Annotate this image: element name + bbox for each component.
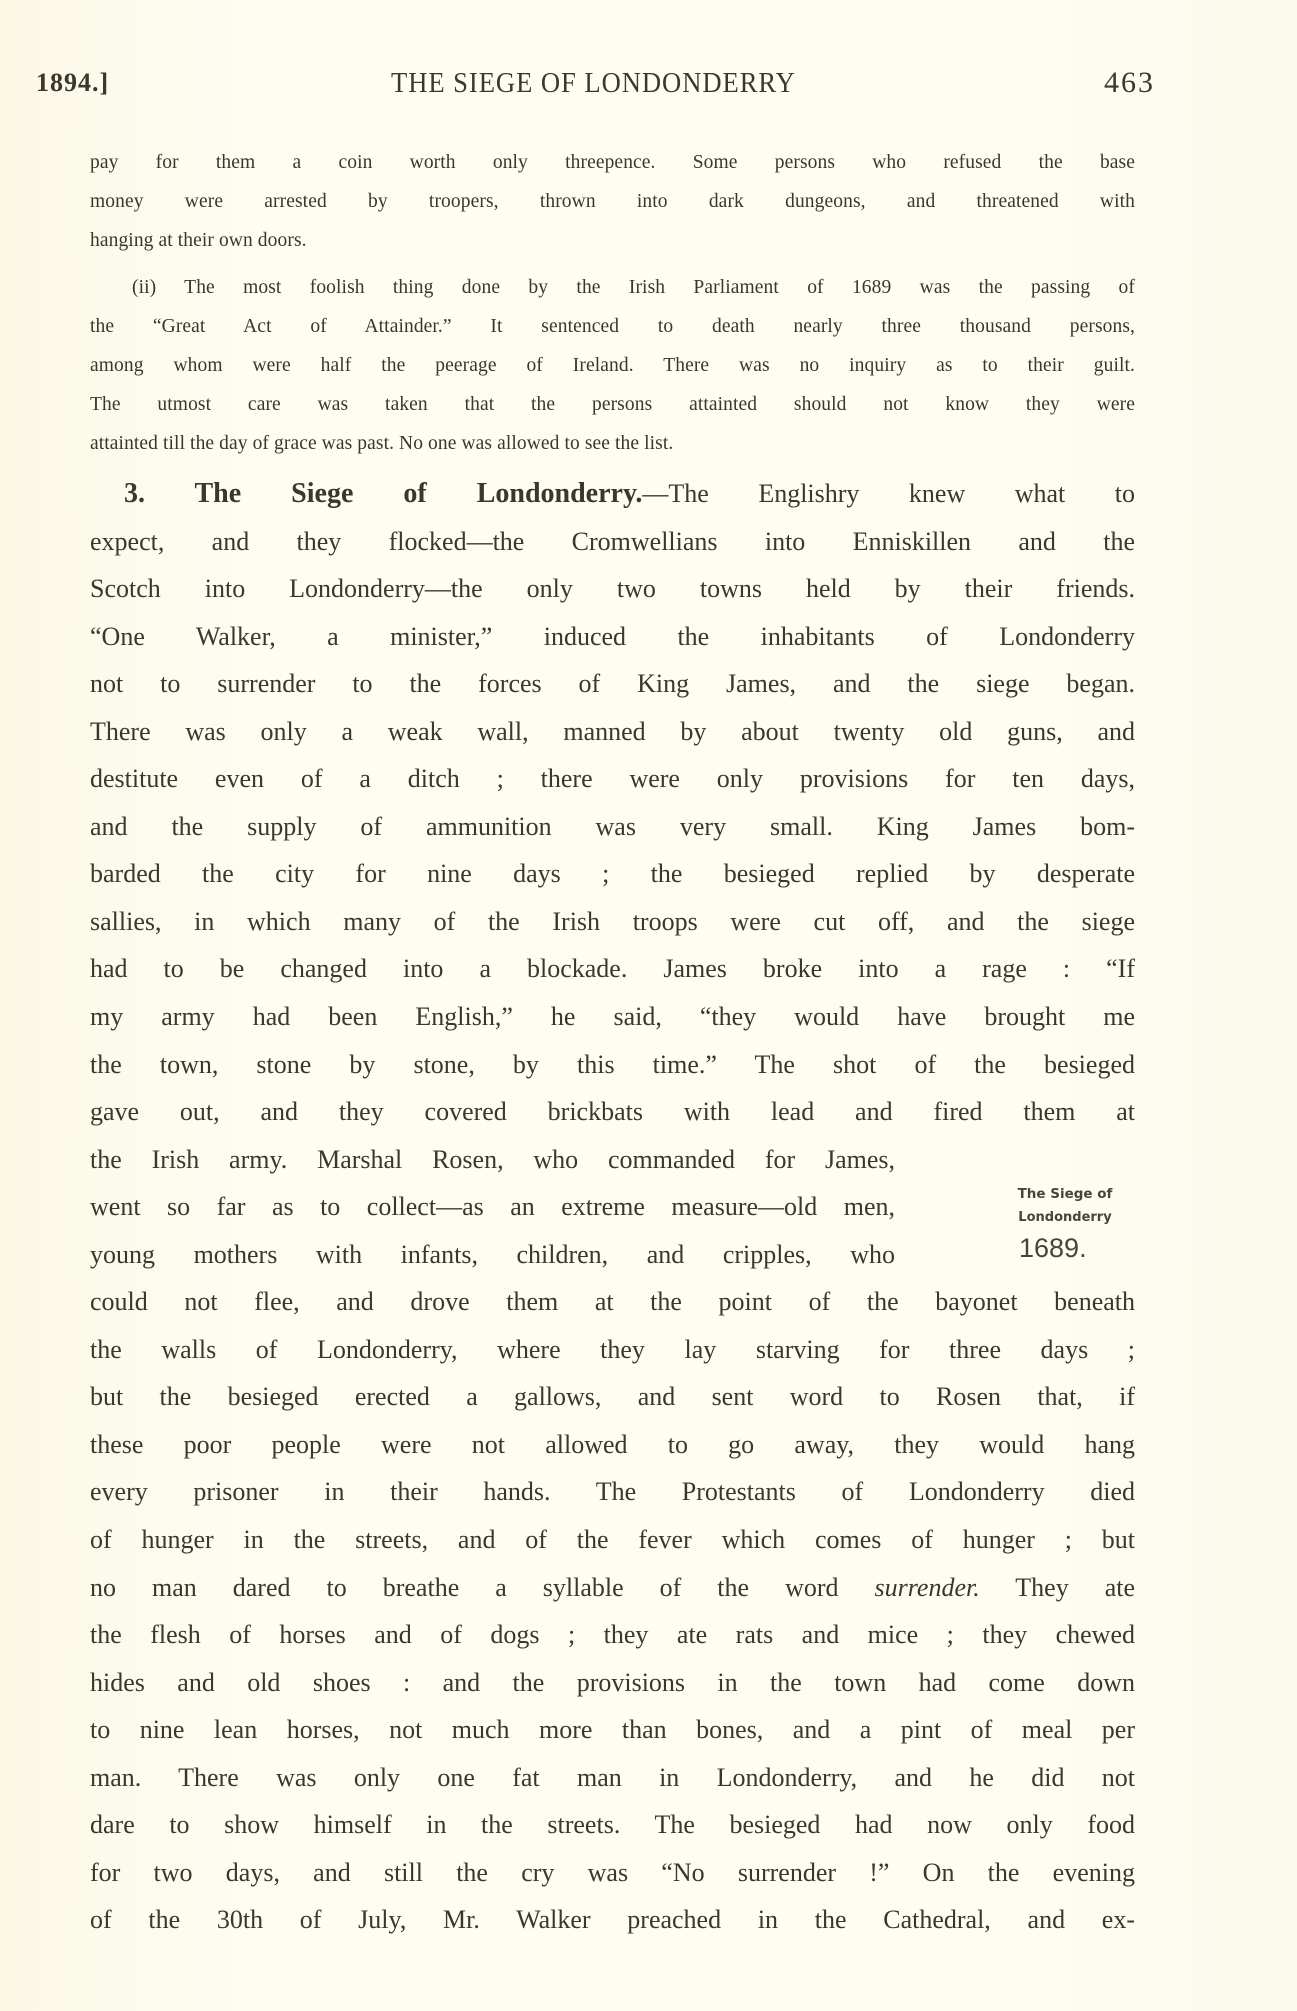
body-line: the town, stone by stone, by this time.” The shot of the besieged (90, 1049, 1135, 1079)
body-line: went so far as to collect—as an extreme measure—old men, (90, 1192, 895, 1222)
body-line: the walls of Londonderry, where they lay starving for three days ; (90, 1334, 1135, 1364)
body-line: expect, and they flocked—the Cromwellians into Enniskillen and the (90, 526, 1135, 556)
body-line: sallies, in which many of the Irish troops were cut off, and the siege (90, 906, 1135, 936)
page-number: 463 (1104, 66, 1155, 99)
running-header (36, 66, 1155, 108)
sidenote-line: Londonderry (1018, 1210, 1112, 1225)
body-line: had to be changed into a blockade. James broke into a rage : “If (90, 954, 1135, 984)
italic-word-surrender: surrender. (874, 1572, 980, 1602)
body-line: of the 30th of July, Mr. Walker preached in the Cathedral, and ex- (90, 1905, 1135, 1935)
body-line-surrender (90, 1564, 1135, 1612)
section-text: —The Englishry knew what to (642, 479, 1136, 508)
body-line: my army had been English,” he said, “they would have brought me (90, 1002, 1135, 1032)
body-line: for two days, and still the cry was “No surrender !” On the evening (90, 1857, 1135, 1887)
footnote-continued (90, 143, 1135, 260)
body-line: of hunger in the streets, and of the fever which comes of hunger ; but (90, 1525, 1135, 1555)
body-line: “One Walker, a minister,” induced the inhabitants of Londonderry (90, 621, 1135, 651)
body-text: no man dared to breathe a syllable of the word (90, 1572, 875, 1602)
body-line: these poor people were not allowed to go away, they would hang (90, 1429, 1135, 1459)
body-line: the Irish army. Marshal Rosen, who commanded for James, (90, 1144, 895, 1174)
body-text: They ate (979, 1572, 1135, 1602)
body-line: the flesh of horses and of dogs ; they ate rats and mice ; they chewed (90, 1620, 1135, 1650)
margin-sidenote (995, 1182, 1135, 1268)
body-line: barded the city for nine days ; the besieged replied by desperate (90, 859, 1135, 889)
body-line: man. There was only one fat man in Londonderry, and he did not (90, 1762, 1135, 1792)
footnote-line: The utmost care was taken that the persons attainted should not know they were (90, 394, 1135, 415)
body-line: but the besieged erected a gallows, and sent word to Rosen that, if (90, 1382, 1135, 1412)
body-line: dare to show himself in the streets. The besieged had now only food (90, 1810, 1135, 1840)
footnote-ii (90, 268, 1135, 463)
footnote-line: (ii) The most foolish thing done by the Irish Parliament of 1689 was the passing of (132, 277, 1135, 298)
sidenote-year: 1689. (1019, 1233, 1087, 1263)
body-line: could not flee, and drove them at the point of the bayonet beneath (90, 1287, 1135, 1317)
footnote-line: among whom were half the peerage of Ireland. There was no inquiry as to their guilt. (90, 355, 1135, 376)
running-title: THE SIEGE OF LONDONDERRY (391, 68, 796, 99)
section-body (90, 470, 1135, 1944)
body-line: Scotch into Londonderry—the only two towns held by their friends. (90, 574, 1135, 604)
body-line: young mothers with infants, children, and cripples, who (90, 1239, 895, 1269)
body-line: every prisoner in their hands. The Protestants of Londonderry died (90, 1477, 1135, 1507)
footnote-line: hanging at their own doors. (90, 230, 307, 251)
section-heading: 3. The Siege of Londonderry. (124, 478, 643, 509)
body-line: gave out, and they covered brickbats with lead and fired them at (90, 1097, 1135, 1127)
body-line: There was only a weak wall, manned by about twenty old guns, and (90, 716, 1135, 746)
footnote-line: money were arrested by troopers, thrown into dark dungeons, and threatened with (90, 191, 1135, 212)
footnote-line: attainted till the day of grace was past. No one was allowed to see the list. (90, 433, 674, 454)
footnote-line: the “Great Act of Attainder.” It sentenced to death nearly three thousand persons, (90, 316, 1135, 337)
footnote-line: pay for them a coin worth only threepence. Some persons who refused the base (90, 152, 1135, 173)
section-first-line (90, 470, 1135, 518)
body-line: destitute even of a ditch ; there were only provisions for ten days, (90, 764, 1135, 794)
sidenote-line: The Siege of (1017, 1186, 1113, 1202)
body-line: hides and old shoes : and the provisions in the town had come down (90, 1667, 1135, 1697)
header-year: 1894.] (36, 68, 110, 97)
body-line: not to surrender to the forces of King James, and the siege began. (90, 669, 1135, 699)
body-line: to nine lean horses, not much more than bones, and a pint of meal per (90, 1715, 1135, 1745)
body-line: and the supply of ammunition was very small. King James bom- (90, 811, 1135, 841)
